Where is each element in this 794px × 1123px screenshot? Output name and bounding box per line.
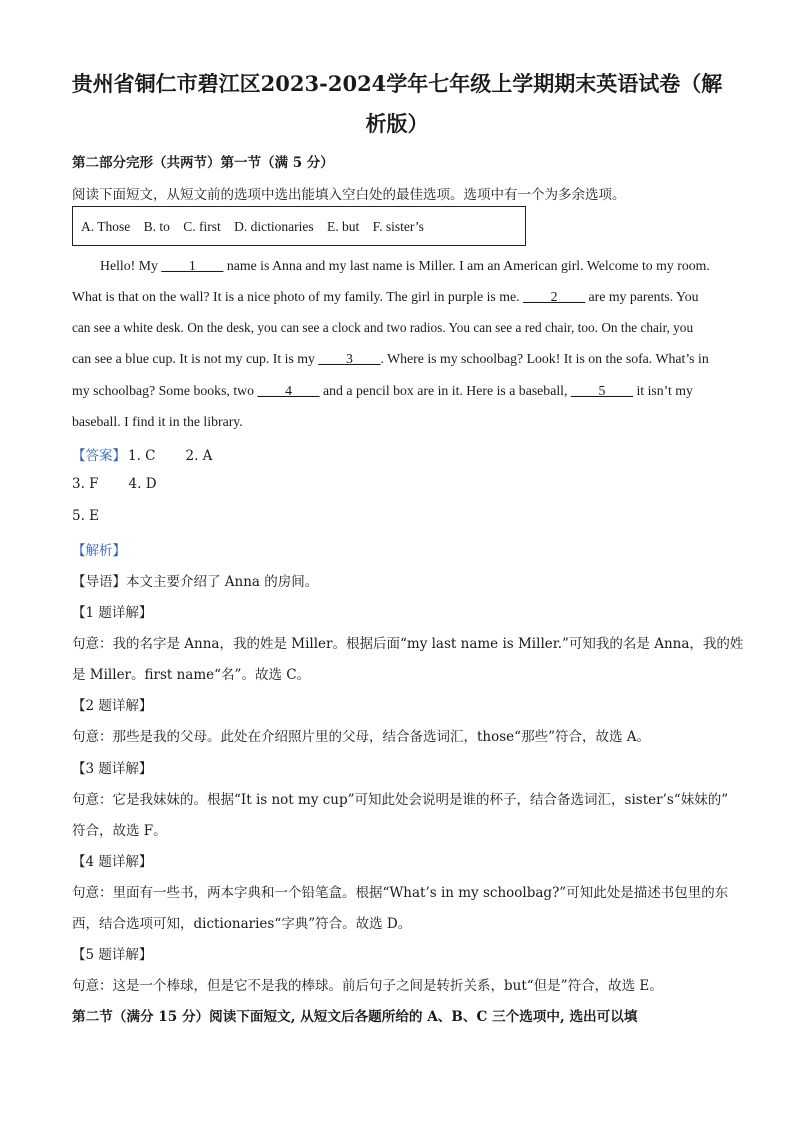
q3-explanation-line2: 符合，故选 F。: [72, 823, 167, 839]
options-list: [81, 219, 434, 235]
option-d: D. dictionaries: [234, 219, 314, 234]
answers-row-1: [72, 444, 724, 464]
answer-3: 3. F: [72, 476, 99, 492]
option-e: E. but: [327, 219, 360, 234]
answer-5: 5. E: [72, 508, 100, 524]
option-f: F. sister’s: [372, 219, 424, 234]
guide-text: 【导语】本文主要介绍了 Anna 的房间。: [72, 574, 319, 590]
q4-explanation-line2: 西，结合选项可知，dictionaries“字典”符合。故选 D。: [72, 916, 412, 932]
answer-2: 2. A: [185, 448, 213, 464]
q5-heading: 【5 题详解】: [72, 947, 153, 963]
q2-explanation-line1: 句意：那些是我的父母。此处在介绍照片里的父母，结合备选词汇，those“那些”符合，故选 A。: [72, 729, 651, 745]
analysis-label: 【解析】: [72, 543, 126, 559]
blank-4: ____4____: [257, 383, 320, 398]
part2-heading: 第二部分完形（共两节）第一节（满 5 分）: [72, 155, 334, 171]
passage-line-1: Hello! My ____1____ name is Anna and my last name is Miller. I am an American girl. Welcome to my room.: [100, 258, 710, 273]
options-box: [72, 206, 526, 246]
q3-explanation-line1: 句意：它是我妹妹的。根据“It is not my cup”可知此处会说明是谁的杯子，结合备选词汇，sister’s“妹妹的”: [72, 792, 729, 808]
q5-explanation-line1: 句意：这是一个棒球，但是它不是我的棒球。前后句子之间是转折关系，but“但是”符合，故选 E。: [72, 978, 663, 994]
passage-line-3: can see a white desk. On the desk, you can see a clock and two radios. You can see a red chair, too. On the chair, you: [72, 320, 694, 335]
passage-line-4: can see a blue cup. It is not my cup. It is my ____3____. Where is my schoolbag? Look! It is on the sofa. What’s in: [72, 351, 709, 366]
q1-explanation-line2: 是 Miller。first name“名”。故选 C。: [72, 667, 311, 683]
option-a: A. Those: [81, 219, 131, 234]
q1-heading: 【1 题详解】: [72, 605, 153, 621]
section2-heading: 第二节（满分 15 分）阅读下面短文, 从短文后各题所给的 A、B、C 三个选项中, 选出可以填: [72, 1009, 638, 1025]
blank-5: ____5____: [570, 383, 633, 398]
answers-row-2: [72, 476, 724, 492]
q2-heading: 【2 题详解】: [72, 698, 153, 714]
part2-instruction: 阅读下面短文，从短文前的选项中选出能填入空白处的最佳选项。选项中有一个为多余选项。: [72, 187, 626, 203]
blank-3: ____3____: [318, 351, 381, 366]
blank-1: ____1____: [161, 258, 224, 273]
answer-label: 【答案】: [72, 448, 126, 464]
q1-explanation-line1: 句意：我的名字是 Anna，我的姓是 Miller。根据后面“my last name is Miller.”可知我的名是 Anna，我的姓: [72, 636, 744, 652]
answer-1: 1. C: [128, 448, 156, 464]
option-b: B. to: [143, 219, 170, 234]
blank-2: ____2____: [522, 289, 586, 304]
passage-line-5: my schoolbag? Some books, two ____4____ and a pencil box are in it. Here is a baseball, ____5____ it isn’t my: [72, 383, 693, 398]
q4-heading: 【4 题详解】: [72, 854, 153, 870]
q4-explanation-line1: 句意：里面有一些书，两本字典和一个铅笔盒。根据“What’s in my schoolbag?”可知此处是描述书包里的东: [72, 885, 729, 901]
document-title-line2: 析版）: [365, 111, 429, 136]
answer-4: 4. D: [128, 476, 157, 492]
option-c: C. first: [183, 219, 221, 234]
passage-line-6: baseball. I find it in the library.: [72, 414, 243, 429]
document-title-line1: 贵州省铜仁市碧江区2023-2024学年七年级上学期期末英语试卷（解: [71, 71, 723, 96]
passage-line-2: What is that on the wall? It is a nice photo of my family. The girl in purple is me. ____2____ are my parents. You: [72, 289, 699, 304]
q3-heading: 【3 题详解】: [72, 761, 153, 777]
